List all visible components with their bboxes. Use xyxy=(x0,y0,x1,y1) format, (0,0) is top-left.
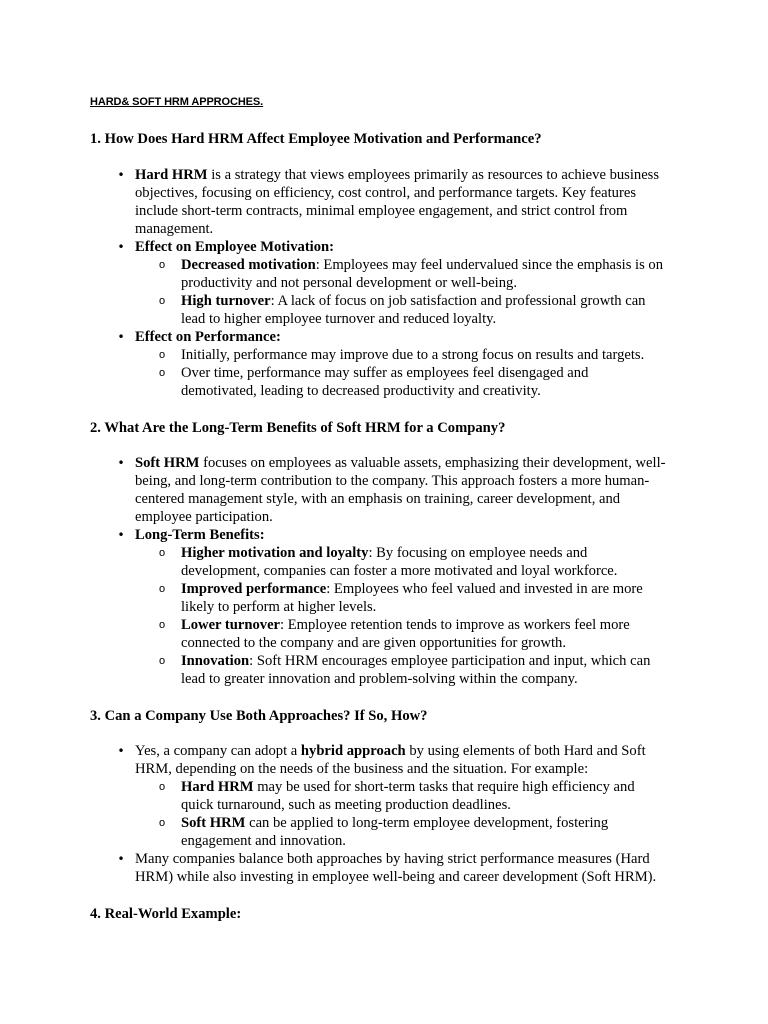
item-text: : Employee retention tends to improve as workers feel more connected to the company and are given opportunities for growth. xyxy=(181,617,630,651)
item-text: : Employees who feel valued and invested in are more likely to perform at higher levels. xyxy=(181,581,643,615)
term-bold: Innovation xyxy=(181,653,250,669)
group-label: Effect on Employee Motivation: xyxy=(135,239,335,255)
list-item xyxy=(0,166,680,238)
term-bold: Soft HRM xyxy=(181,815,246,831)
item-text: is a strategy that views employees primarily as resources to achieve business objectives, focusing on efficiency, cost control, and performance targets. Key features include short-term contracts, minimal employee engagement, and strict control from management. xyxy=(135,167,660,237)
item-text: Many companies balance both approaches by having strict performance measures (Hard HRM) while also investing in employee well-being and career development (Soft HRM). xyxy=(135,851,657,885)
sub-list-item xyxy=(0,814,665,850)
sub-list-item xyxy=(0,778,665,814)
sub-list-item xyxy=(0,364,665,400)
item-text: Yes, a company can adopt a xyxy=(135,743,301,759)
item-text: : A lack of focus on job satisfaction and professional growth can lead to higher employee turnover and reduced loyalty. xyxy=(181,293,646,327)
group-label: Effect on Performance: xyxy=(135,329,281,345)
sub-list-item xyxy=(0,544,665,580)
term-bold: Improved performance xyxy=(181,581,327,597)
item-text: Over time, performance may suffer as employees feel disengaged and demotivated, leading to decreased productivity and creativity. xyxy=(181,365,589,399)
item-text: focuses on employees as valuable assets, emphasizing their development, well-being, and long-term contribution to the company. This approach fosters a more human-centered management style, with an emphasis on training, career development, and employee participation. xyxy=(135,455,666,525)
item-text: may be used for short-term tasks that require high efficiency and quick turnaround, such as meeting production deadlines. xyxy=(181,779,635,813)
document-title: HARD& SOFT HRM APPROCHES. xyxy=(90,96,264,108)
sub-bullet-icon: o xyxy=(158,655,166,667)
sub-bullet-icon: o xyxy=(158,295,166,307)
term-bold: Higher motivation and loyalty xyxy=(181,545,369,561)
item-text: by using elements of both Hard and Soft HRM, depending on the needs of the business and the situation. For example: xyxy=(135,743,646,777)
term-bold: hybrid approach xyxy=(300,743,406,759)
bullet-icon: • xyxy=(117,168,125,182)
section-2-body xyxy=(0,454,768,688)
list-item xyxy=(0,742,680,778)
section-3-heading: 3. Can a Company Use Both Approaches? If So, How? xyxy=(90,708,428,724)
section-4-heading: 4. Real-World Example: xyxy=(90,906,242,922)
section-3-body xyxy=(0,742,768,886)
list-item xyxy=(0,454,680,526)
sub-bullet-icon: o xyxy=(158,259,166,271)
item-text: : Soft HRM encourages employee participation and input, which can lead to greater innovation and problem-solving within the company. xyxy=(181,653,651,687)
item-text: : Employees may feel undervalued since the emphasis is on productivity and not personal development or well-being. xyxy=(181,257,664,291)
bullet-icon: • xyxy=(117,456,125,470)
list-item xyxy=(0,850,680,886)
item-text: Initially, performance may improve due to a strong focus on results and targets. xyxy=(181,347,645,363)
sub-list-item xyxy=(0,346,665,364)
term-bold: Lower turnover xyxy=(181,617,281,633)
sub-bullet-icon: o xyxy=(158,547,166,559)
term-bold: High turnover xyxy=(181,293,271,309)
sub-list-item xyxy=(0,256,665,292)
bullet-icon: • xyxy=(117,240,125,254)
sub-list-item xyxy=(0,292,665,328)
sub-list-item xyxy=(0,616,665,652)
section-1-heading: 1. How Does Hard HRM Affect Employee Motivation and Performance? xyxy=(90,131,542,147)
bullet-icon: • xyxy=(117,330,125,344)
term-bold: Soft HRM xyxy=(135,455,200,471)
sub-bullet-icon: o xyxy=(158,619,166,631)
term-bold: Hard HRM xyxy=(135,167,208,183)
term-bold: Decreased motivation xyxy=(181,257,316,273)
group-label: Long-Term Benefits: xyxy=(135,527,265,543)
sub-bullet-icon: o xyxy=(158,349,166,361)
item-text: : By focusing on employee needs and development, companies can foster a more motivated and loyal workforce. xyxy=(181,545,618,579)
list-item xyxy=(0,328,680,346)
bullet-icon: • xyxy=(117,744,125,758)
sub-bullet-icon: o xyxy=(158,817,166,829)
bullet-icon: • xyxy=(117,528,125,542)
section-1-body xyxy=(0,166,768,400)
list-item xyxy=(0,238,680,256)
list-item xyxy=(0,526,680,544)
sub-bullet-icon: o xyxy=(158,583,166,595)
sub-list-item xyxy=(0,652,665,688)
sub-bullet-icon: o xyxy=(158,367,166,379)
term-bold: Hard HRM xyxy=(181,779,254,795)
item-text: can be applied to long-term employee development, fostering engagement and innovation. xyxy=(181,815,609,849)
section-2-heading: 2. What Are the Long-Term Benefits of Soft HRM for a Company? xyxy=(90,420,506,436)
bullet-icon: • xyxy=(117,852,125,866)
sub-bullet-icon: o xyxy=(158,781,166,793)
sub-list-item xyxy=(0,580,665,616)
